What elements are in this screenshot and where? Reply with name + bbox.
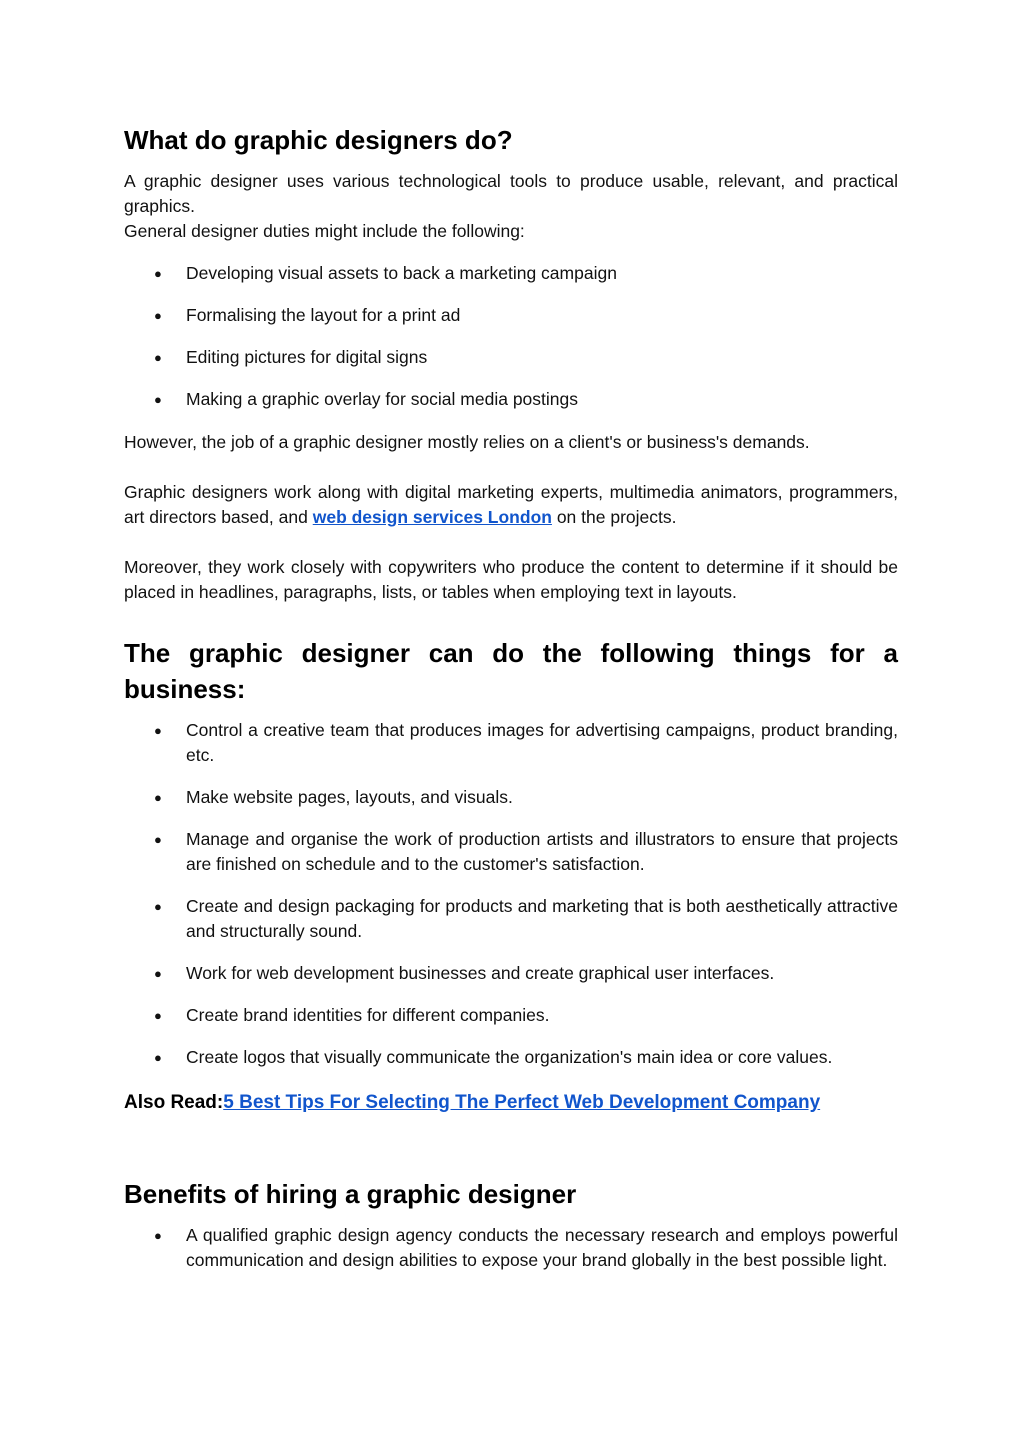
list-item-text: Developing visual assets to back a marketing campaign (186, 263, 617, 283)
list-item (124, 961, 898, 986)
collaboration-text-end: on the projects. (551, 507, 677, 527)
list-item (124, 827, 898, 877)
bullet-icon: ● (154, 1050, 162, 1065)
duties-intro: General designer duties might include the following: (124, 221, 525, 241)
also-read-label: Also Read: (124, 1092, 224, 1113)
list-item-text: Work for web development businesses and create graphical user interfaces. (186, 963, 775, 983)
duties-list (124, 261, 898, 429)
list-item-text: Formalising the layout for a print ad (186, 305, 461, 325)
bullet-icon: ● (154, 350, 162, 365)
list-item (124, 345, 898, 370)
bullet-icon: ● (154, 723, 162, 738)
also-read (124, 1089, 898, 1117)
list-item (124, 1003, 898, 1028)
bullet-icon: ● (154, 1228, 162, 1243)
list-item-text: Manage and organise the work of production artists and illustrators to ensure that projects are finished on schedule and to the customer's satisfaction. (186, 829, 898, 874)
list-item (124, 303, 898, 328)
collaboration-paragraph (124, 480, 898, 530)
list-item-text: Making a graphic overlay for social media postings (186, 389, 578, 409)
list-item (124, 1223, 898, 1273)
bullet-icon: ● (154, 308, 162, 323)
benefits-list (124, 1223, 898, 1290)
business-list (124, 718, 898, 1087)
list-item (124, 785, 898, 810)
bullet-icon: ● (154, 392, 162, 407)
list-item (124, 1045, 898, 1070)
list-item (124, 387, 898, 412)
also-read-link[interactable]: 5 Best Tips For Selecting The Perfect Web Development Company (223, 1092, 821, 1113)
however-paragraph: However, the job of a graphic designer mostly relies on a client's or business's demands. (124, 432, 810, 452)
web-design-services-link[interactable]: web design services London (312, 507, 552, 527)
heading-designer-for-business: The graphic designer can do the following things for a business: (124, 638, 898, 704)
bullet-icon: ● (154, 1008, 162, 1023)
list-item-text: A qualified graphic design agency conducts the necessary research and employs powerful communication and design abilities to expose your brand globally in the best possible light. (186, 1225, 898, 1270)
list-item-text: Create logos that visually communicate the organization's main idea or core values. (186, 1047, 833, 1067)
list-item-text: Editing pictures for digital signs (186, 347, 428, 367)
heading-benefits: Benefits of hiring a graphic designer (124, 1179, 577, 1209)
bullet-icon: ● (154, 832, 162, 847)
intro-block (124, 169, 898, 244)
list-item-text: Control a creative team that produces images for advertising campaigns, product branding, etc. (186, 720, 898, 765)
bullet-icon: ● (154, 899, 162, 914)
bullet-icon: ● (154, 966, 162, 981)
list-item-text: Make website pages, layouts, and visuals. (186, 787, 513, 807)
list-item-text: Create and design packaging for products and marketing that is both aesthetically attractive and structurally sound. (186, 896, 898, 941)
list-item (124, 261, 898, 286)
bullet-icon: ● (154, 266, 162, 281)
bullet-icon: ● (154, 790, 162, 805)
list-item (124, 718, 898, 768)
collaboration-text-start: Graphic designers work along with digital marketing experts, multimedia animators, programmers, art directors based, and (124, 482, 898, 527)
intro-paragraph: A graphic designer uses various technological tools to produce usable, relevant, and practical graphics. (124, 171, 898, 216)
heading-what-designers-do: What do graphic designers do? (124, 125, 513, 155)
list-item (124, 894, 898, 944)
list-item-text: Create brand identities for different companies. (186, 1005, 550, 1025)
moreover-paragraph: Moreover, they work closely with copywriters who produce the content to determine if it should be placed in headlines, paragraphs, lists, or tables when employing text in layouts. (124, 557, 898, 602)
